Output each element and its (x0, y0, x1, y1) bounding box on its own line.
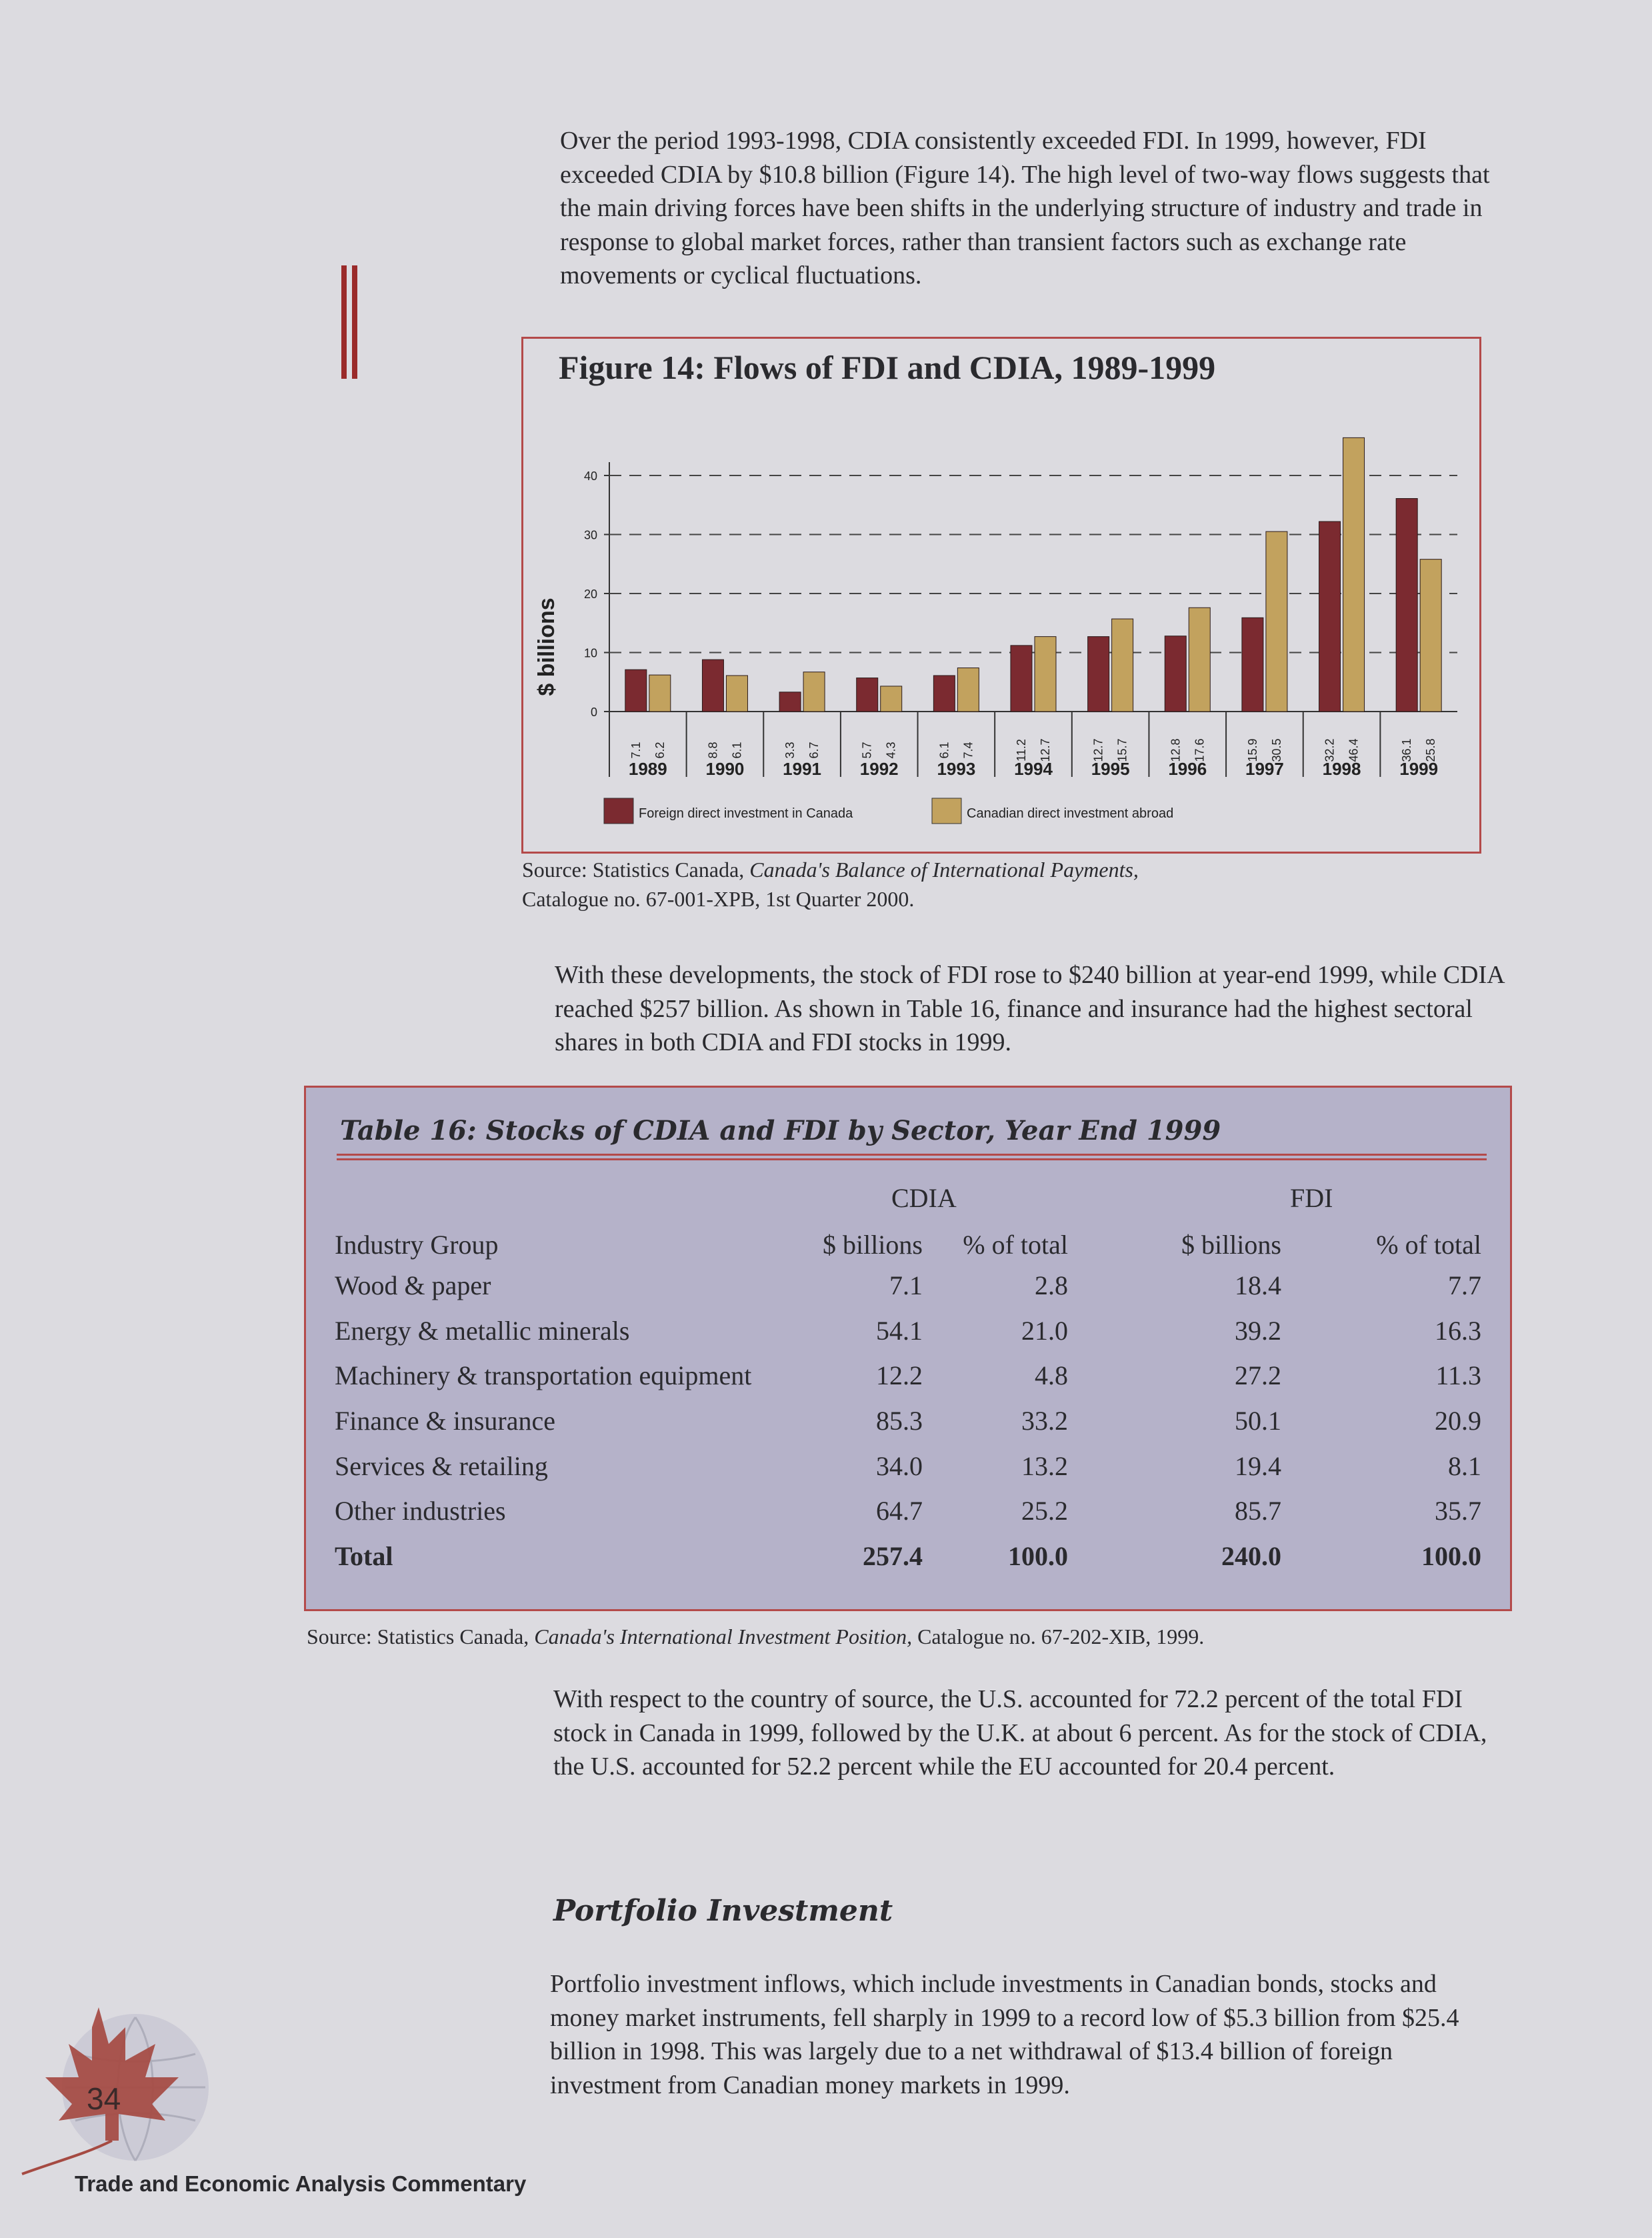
category-label: 1995 (1091, 759, 1130, 779)
cell-fdi-percent: 7.7 (1448, 1270, 1481, 1301)
y-tick-label: 0 (590, 706, 597, 719)
cell-total-label: Total (335, 1540, 393, 1571)
table-row (335, 1263, 1481, 1308)
bar-fdi (857, 678, 878, 712)
table-source-catalogue: Catalogue no. 67-202-XIB, 1999. (912, 1624, 1205, 1648)
data-label: 8.8 (706, 742, 720, 759)
cell-industry: Other industries (335, 1496, 506, 1526)
cell-fdi-percent: 8.1 (1448, 1450, 1481, 1481)
bar-cdia (1266, 531, 1287, 712)
portfolio-paragraph: Portfolio investment inflows, which include investments in Canadian bonds, stocks and money market instruments, fell sharply in 1999 to a record low of $5.3 billion from $25.4 billion in 1998. This was largely due to a net withdrawal of $13.4 billion of foreign investment from Canadian money markets in 1999. (550, 1970, 1459, 2099)
cell-cdia-percent: 13.2 (1021, 1450, 1068, 1481)
cell-fdi-percent: 20.9 (1435, 1406, 1481, 1436)
cell-fdi-percent: 11.3 (1435, 1360, 1481, 1391)
footer-title: Trade and Economic Analysis Commentary (75, 2171, 527, 2196)
cell-cdia-billions: 54.1 (876, 1315, 923, 1346)
figure-source (522, 855, 1322, 914)
data-label: 46.4 (1347, 738, 1361, 762)
legend-label: Canadian direct investment abroad (967, 806, 1174, 821)
data-label: 3.3 (783, 742, 797, 759)
data-label: 12.7 (1039, 738, 1052, 762)
header-industry-group: Industry Group (335, 1229, 499, 1260)
cell-total-fdi-billions: 240.0 (1221, 1540, 1281, 1571)
cell-cdia-billions: 64.7 (876, 1496, 923, 1526)
bar-fdi (1242, 618, 1263, 712)
cell-fdi-billions: 19.4 (1235, 1450, 1281, 1481)
table-total-row (335, 1534, 1481, 1579)
cell-cdia-billions: 7.1 (889, 1270, 923, 1301)
data-label: 6.1 (730, 742, 744, 759)
country-source-paragraph: With respect to the country of source, the U.S. accounted for 72.2 percent of the total FDI stock in Canada in 1999, followed by the U.K. at about 6 percent. As for the stock of CDIA, the U.S. accounted for 52.2 percent while the EU accounted for 20.4 percent. (553, 1685, 1487, 1781)
table-source-prefix: Source: Statistics Canada, (307, 1624, 535, 1648)
cell-cdia-percent: 2.8 (1035, 1270, 1068, 1301)
table-row (335, 1443, 1481, 1488)
data-label: 25.8 (1424, 738, 1438, 762)
y-tick-label: 40 (583, 469, 597, 483)
bar-fdi (1088, 637, 1109, 712)
header-cdia-percent: % of total (963, 1229, 1068, 1260)
cell-fdi-billions: 27.2 (1235, 1360, 1281, 1391)
table-row (335, 1353, 1481, 1398)
category-label: 1997 (1245, 759, 1284, 779)
data-label: 11.2 (1015, 739, 1028, 762)
figure-source-title: Canada's Balance of International Payments, (749, 858, 1139, 882)
bar-cdia (881, 686, 902, 712)
header-fdi-percent: % of total (1376, 1229, 1481, 1260)
category-label: 1999 (1399, 759, 1439, 779)
cell-fdi-percent: 35.7 (1435, 1496, 1481, 1526)
data-label: 6.2 (653, 742, 667, 759)
bar-cdia (1189, 608, 1210, 712)
data-label: 6.1 (937, 742, 951, 759)
data-label: 12.7 (1091, 738, 1105, 762)
data-label: 7.1 (629, 742, 643, 759)
intro-paragraph: Over the period 1993-1998, CDIA consistently exceeded FDI. In 1999, however, FDI exceeded CDIA by $10.8 billion (Figure 14). The high level of two-way flows suggests that the main driving forces have been shifts in the underlying structure of industry and trade in response to global market forces, rather than transient factors such as exchange rate movements or cyclical fluctuations. (560, 127, 1490, 289)
bar-fdi (1165, 636, 1186, 712)
cell-cdia-percent: 4.8 (1035, 1360, 1068, 1391)
category-label: 1990 (705, 759, 745, 779)
cell-cdia-percent: 21.0 (1021, 1315, 1068, 1346)
cell-fdi-percent: 16.3 (1435, 1315, 1481, 1346)
data-label: 15.9 (1245, 738, 1259, 762)
figure-source-prefix: Source: Statistics Canada, (522, 858, 750, 882)
bar-fdi (702, 660, 723, 712)
bar-fdi (625, 670, 647, 712)
category-label: 1989 (628, 759, 667, 779)
cell-industry: Services & retailing (335, 1450, 548, 1481)
category-label: 1992 (859, 759, 899, 779)
cell-industry: Wood & paper (335, 1270, 491, 1301)
figure-source-catalogue: Catalogue no. 67-001-XPB, 1st Quarter 2000. (522, 887, 915, 911)
table-row (335, 1488, 1481, 1534)
table-row (335, 1398, 1481, 1444)
table-title: Table 16: Stocks of CDIA and FDI by Sector, Year End 1999 (340, 1115, 1221, 1146)
data-label: 12.8 (1169, 738, 1183, 762)
header-cdia-billions: $ billions (822, 1229, 923, 1260)
table-source-title: Canada's International Investment Position, (534, 1624, 913, 1648)
table-header-row (335, 1226, 1481, 1263)
y-tick-label: 20 (583, 588, 597, 601)
bar-cdia (957, 668, 979, 712)
cell-cdia-billions: 85.3 (876, 1406, 923, 1436)
bar-cdia (649, 675, 671, 712)
fdi-cdia-bar-chart (524, 427, 1477, 834)
category-label: 1996 (1168, 759, 1207, 779)
cell-cdia-billions: 34.0 (876, 1450, 923, 1481)
cell-industry: Machinery & transportation equipment (335, 1360, 752, 1391)
header-fdi-billions: $ billions (1181, 1229, 1281, 1260)
table-title-rule (337, 1154, 1487, 1160)
data-label: 30.5 (1269, 738, 1283, 762)
bar-fdi (933, 676, 955, 712)
legend-swatch (932, 798, 961, 824)
data-label: 17.6 (1193, 738, 1207, 762)
bar-fdi (1396, 499, 1417, 712)
category-label: 1994 (1014, 759, 1053, 779)
data-label: 36.1 (1400, 738, 1414, 762)
stock-paragraph: With these developments, the stock of FDI rose to $240 billion at year-end 1999, while CDIA reached $257 billion. As shown in Table 16, finance and insurance had the highest sectoral shares in both CDIA and FDI stocks in 1999. (555, 961, 1504, 1056)
bar-cdia (726, 676, 747, 712)
cell-cdia-percent: 33.2 (1021, 1406, 1068, 1436)
table-group-cdia: CDIA (891, 1183, 957, 1213)
bar-fdi (779, 692, 801, 712)
page-number: 34 (87, 2081, 121, 2116)
data-label: 15.7 (1115, 738, 1129, 762)
cell-fdi-billions: 39.2 (1235, 1315, 1281, 1346)
cell-cdia-percent: 25.2 (1021, 1496, 1068, 1526)
table-group-fdi: FDI (1290, 1183, 1333, 1213)
figure-title: Figure 14: Flows of FDI and CDIA, 1989-1999 (559, 349, 1216, 386)
bar-fdi (1319, 521, 1341, 712)
legend-swatch (604, 798, 633, 824)
data-label: 5.7 (860, 742, 874, 759)
y-tick-label: 10 (583, 646, 597, 660)
cell-industry: Energy & metallic minerals (335, 1315, 630, 1346)
section-heading: Portfolio Investment (553, 1894, 893, 1928)
bar-cdia (1343, 437, 1365, 712)
y-axis-label: $ billions (534, 598, 559, 696)
cell-cdia-billions: 12.2 (876, 1360, 923, 1391)
category-label: 1991 (783, 759, 822, 779)
bar-cdia (1420, 560, 1441, 712)
data-label: 32.2 (1323, 738, 1337, 762)
data-label: 6.7 (807, 742, 821, 759)
cell-total-cdia-billions: 257.4 (863, 1540, 923, 1571)
sector-stock-table (335, 1226, 1481, 1578)
data-label: 4.3 (884, 742, 898, 759)
category-label: 1993 (937, 759, 976, 779)
table-row (335, 1308, 1481, 1354)
bar-fdi (1011, 646, 1032, 712)
bar-cdia (1112, 619, 1133, 712)
data-label: 7.4 (961, 742, 975, 759)
cell-fdi-billions: 50.1 (1235, 1406, 1281, 1436)
legend-label: Foreign direct investment in Canada (639, 806, 853, 821)
category-label: 1998 (1322, 759, 1361, 779)
cell-fdi-billions: 85.7 (1235, 1496, 1281, 1526)
y-tick-label: 30 (583, 528, 597, 542)
margin-red-bars (341, 265, 357, 379)
table-source (307, 1622, 1507, 1651)
bar-cdia (803, 672, 825, 712)
cell-fdi-billions: 18.4 (1235, 1270, 1281, 1301)
bar-cdia (1035, 637, 1056, 712)
cell-total-fdi-percent: 100.0 (1421, 1540, 1481, 1571)
cell-total-cdia-percent: 100.0 (1008, 1540, 1068, 1571)
cell-industry: Finance & insurance (335, 1406, 555, 1436)
